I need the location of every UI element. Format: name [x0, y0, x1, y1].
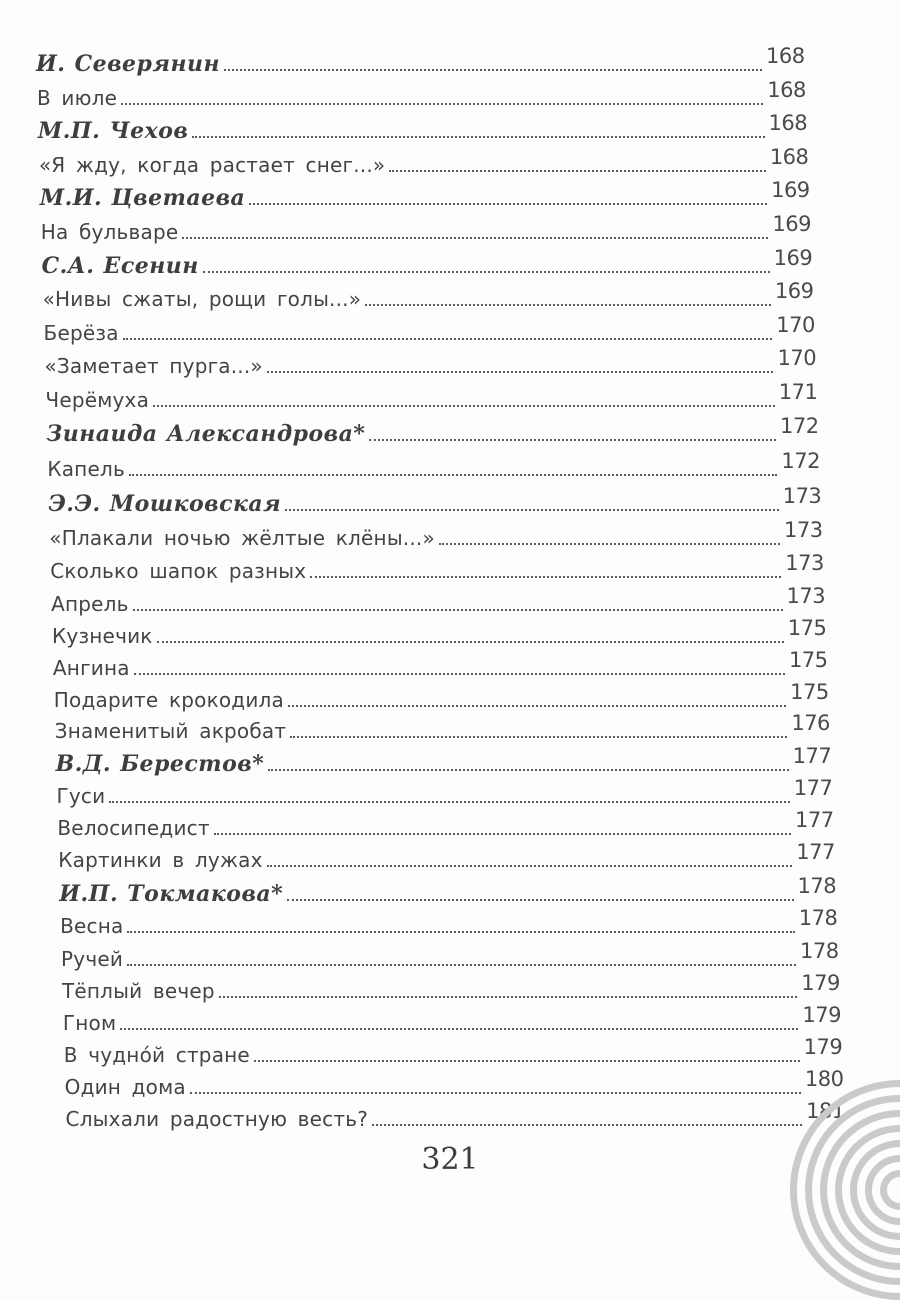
toc-work-entry [53, 648, 829, 680]
toc-author-entry [48, 484, 822, 516]
entry-page-number: 177 [795, 808, 834, 832]
entry-page-number: 179 [801, 971, 840, 995]
toc-author-entry [38, 111, 809, 143]
author-name: Зинаида Александрова* [46, 421, 366, 447]
toc-work-entry [64, 1035, 844, 1067]
dot-leader [109, 801, 789, 803]
entry-page-number: 176 [791, 711, 830, 735]
work-title: Ручей [61, 947, 124, 971]
entry-page-number: 179 [802, 1003, 842, 1027]
entry-page-number: 169 [771, 178, 810, 202]
author-name: М.И. Цветаева [39, 185, 246, 211]
toc-work-entry [37, 78, 807, 110]
dot-leader [267, 865, 793, 867]
entry-page-number: 169 [772, 212, 811, 236]
author-name: М.П. Чехов [37, 118, 189, 144]
dot-leader [369, 439, 776, 441]
dot-leader [268, 769, 788, 771]
toc-author-entry [42, 246, 814, 278]
work-title: «Нивы сжаты, рощи голы...» [42, 287, 362, 311]
dot-leader [133, 609, 783, 611]
entry-page-number: 173 [786, 584, 826, 608]
dot-leader [249, 203, 767, 205]
author-name: И. Северянин [36, 51, 221, 77]
dot-leader [134, 673, 785, 675]
toc-work-entry [60, 906, 839, 938]
toc-work-entry [63, 1003, 843, 1035]
dot-leader [365, 304, 771, 306]
work-title: Один дома [64, 1075, 186, 1099]
author-name: В.Д. Берестов* [55, 751, 265, 777]
toc-work-entry [56, 776, 833, 808]
work-title: «Плакали ночью жёлтые клёны...» [49, 526, 435, 550]
toc-work-entry [61, 939, 840, 971]
toc-work-entry [44, 346, 817, 378]
dot-leader [224, 69, 762, 71]
dot-leader [214, 833, 791, 835]
toc-author-entry [56, 744, 833, 776]
toc-work-entry [62, 971, 841, 1003]
work-title: В июле [36, 86, 118, 110]
dot-leader [310, 576, 781, 578]
toc-author-entry [36, 44, 806, 76]
entry-page-number: 172 [780, 414, 819, 438]
entry-page-number: 169 [773, 246, 813, 270]
work-title: Ангина [52, 656, 130, 680]
entry-page-number: 177 [793, 776, 833, 800]
dot-leader [190, 1092, 801, 1094]
entry-page-number: 179 [803, 1035, 843, 1059]
work-title: Капель [47, 457, 125, 481]
work-title: Подарите крокодила [53, 688, 284, 712]
entry-page-number: 168 [768, 111, 808, 135]
work-title: Черёмуха [45, 388, 150, 412]
dot-leader [254, 1060, 800, 1062]
entry-page-number: 178 [797, 874, 837, 898]
toc-work-entry [54, 680, 830, 712]
entry-page-number: 173 [784, 518, 823, 542]
dot-leader [203, 271, 770, 273]
author-name: Э.Э. Мошковская [48, 491, 282, 517]
entry-page-number: 178 [799, 939, 839, 963]
dot-leader [287, 899, 793, 901]
dot-leader [285, 509, 779, 511]
toc-work-entry [58, 840, 836, 872]
author-name: С.А. Есенин [41, 253, 199, 279]
work-title: Гуси [56, 784, 106, 808]
work-title: Апрель [51, 592, 129, 616]
work-title: Гном [62, 1011, 117, 1035]
toc-work-entry [57, 808, 835, 840]
toc-work-entry [44, 313, 817, 345]
toc-work-entry [39, 145, 810, 177]
dot-leader [389, 170, 765, 172]
entry-page-number: 168 [769, 145, 809, 169]
work-title: Велосипедист [57, 816, 210, 840]
entry-page-number: 180 [804, 1067, 844, 1091]
toc-work-entry [65, 1067, 845, 1099]
dot-leader [182, 237, 768, 239]
work-title: Сколько шапок разных [50, 559, 307, 583]
entry-page-number: 178 [798, 906, 838, 930]
toc-work-entry [55, 711, 832, 743]
dot-leader [127, 964, 796, 966]
toc-work-entry [45, 380, 818, 412]
toc-work-entry [47, 449, 821, 481]
entry-page-number: 173 [782, 484, 822, 508]
entry-page-number: 168 [766, 44, 805, 68]
work-title: Весна [60, 914, 124, 938]
dot-leader [120, 1028, 798, 1030]
page-number: 321 [421, 1142, 479, 1177]
entry-page-number: 177 [792, 744, 832, 768]
dot-leader [157, 641, 784, 643]
work-title: Слыхали радостную весть? [65, 1107, 369, 1131]
toc-author-entry [46, 414, 820, 446]
entry-page-number: 175 [788, 648, 828, 672]
work-title: В чудно́й стране [63, 1043, 250, 1067]
entry-page-number: 171 [778, 380, 818, 404]
entry-page-number: 181 [806, 1099, 845, 1123]
dot-leader [288, 705, 786, 707]
toc-work-entry [66, 1099, 847, 1131]
entry-page-number: 175 [790, 680, 829, 704]
toc-work-entry [50, 551, 825, 583]
dot-leader [129, 474, 777, 476]
dot-leader [192, 136, 764, 138]
work-title: На бульваре [40, 220, 179, 244]
entry-page-number: 168 [767, 78, 806, 102]
dot-leader [372, 1124, 802, 1126]
dot-leader [123, 338, 773, 340]
entry-page-number: 172 [781, 449, 820, 473]
entry-page-number: 170 [777, 346, 817, 370]
toc-author-entry [59, 874, 837, 906]
dot-leader [127, 931, 794, 933]
dot-leader [219, 996, 797, 998]
dot-leader [290, 736, 787, 738]
dot-leader [267, 371, 774, 373]
dot-leader [121, 103, 763, 105]
toc-work-entry [41, 212, 813, 244]
toc-work-entry [43, 279, 815, 311]
dot-leader [153, 405, 775, 407]
author-name: И.П. Токмакова* [59, 881, 284, 907]
work-title: Тёплый вечер [61, 979, 215, 1003]
concentric-circles-icon [790, 1080, 900, 1300]
work-title: «Заметает пурга...» [44, 354, 263, 378]
toc-author-entry [40, 178, 811, 210]
dot-leader [439, 543, 780, 545]
entry-page-number: 170 [776, 313, 815, 337]
work-title: Картинки в лужах [58, 848, 263, 872]
toc-work-entry [52, 616, 828, 648]
entry-page-number: 175 [787, 616, 827, 640]
work-title: Знаменитый акробат [54, 719, 287, 743]
toc-work-entry [51, 584, 826, 616]
entry-page-number: 177 [796, 840, 835, 864]
entry-page-number: 173 [785, 551, 824, 575]
work-title: Берёза [43, 321, 119, 345]
toc-work-entry [49, 518, 824, 550]
work-title: Кузнечик [52, 624, 153, 648]
entry-page-number: 169 [774, 279, 814, 303]
work-title: «Я жду, когда растает снег...» [38, 153, 386, 177]
